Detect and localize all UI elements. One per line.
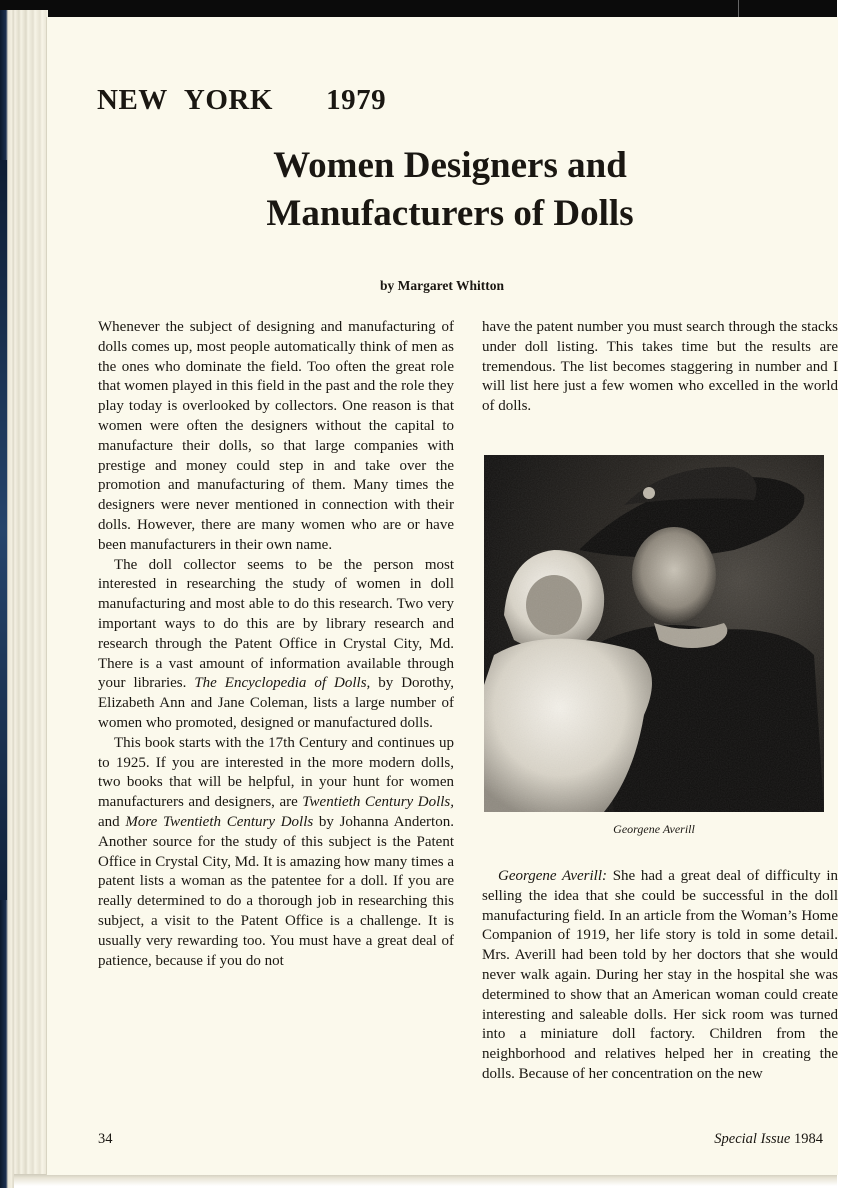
- book-title-encyclopedia: The Encyclopedia of Dolls,: [194, 675, 371, 692]
- title-line-1: Women Designers and: [273, 145, 627, 186]
- page-number: 34: [98, 1131, 113, 1147]
- portrait-photo: [484, 455, 824, 812]
- paragraph-text: The doll collector seems to be the person most interested in researching the study of women in doll manufacturing and most able to do this research. Two very important ways to do this are by library research and research through the Patent Office in Crystal City, Md. There is a vast amount of information available through your libraries.: [98, 556, 454, 692]
- photo-figure: [484, 455, 824, 837]
- paragraph-text: She had a great deal of difficulty in selling the idea that she could be successful in the doll manufacturing field. In an article from the Woman’s Home Companion of 1919, her life story is told in some detail. Mrs. Averill had been told by her doctors that she would never walk again. During her stay in the hospital she was determined to show that an American woman could create interesting and saleable dolls. Her sick room was turned into a miniature doll factory. Children from the neighborhood and relatives helped her in creating the dolls. Because of her concentration on the new: [482, 868, 838, 1082]
- right-column-top: [482, 318, 838, 417]
- scan-top-border: [0, 0, 837, 17]
- page-bottom-edge: [14, 1174, 837, 1188]
- paragraph-text: by Dorothy, Elizabeth Ann and Jane Coleman, lists a large number of women who promoted, designed or manufactured dolls.: [98, 675, 454, 731]
- section-heading: NEW YORK 1979: [97, 84, 387, 116]
- article-title: [200, 142, 700, 238]
- issue-title: Special Issue: [714, 1131, 791, 1147]
- paragraph-text: and: [98, 813, 126, 830]
- photo-caption: Georgene Averill: [613, 822, 695, 836]
- paragraph-averill: [482, 867, 838, 1085]
- left-column: [98, 318, 454, 971]
- paragraph-text: by Johanna Anderton. Another source for the study of this subject is the Patent Office in Crystal City, Md. It is amazing how many times a patent lists a woman as the patentee for a doll. If you are really determined to do a thorough job in researching this subject, a visit to the Patent Office is a challenge. It is usually very rewarding too. You must have a great deal of patience, because if you do not: [98, 813, 454, 969]
- paragraph-continuation: have the patent number you must search through the stacks under doll listing. This takes time but the results are tremendous. The list becomes staggering in number and I will list here just a few women who excelled in the world of dolls.: [482, 319, 838, 415]
- right-column-bottom: [482, 867, 838, 1085]
- scan-notch: [738, 0, 739, 17]
- photo-grain: [484, 455, 824, 812]
- page-stack-edge: [0, 10, 48, 1188]
- book-title-more-twentieth-century: More Twentieth Century Dolls: [125, 813, 314, 830]
- issue-year: 1984: [790, 1131, 823, 1147]
- book-title-twentieth-century: Twentieth Century Dolls,: [302, 794, 454, 811]
- entry-name: Georgene Averill:: [498, 868, 607, 884]
- paragraph-text: This book starts with the 17th Century and continues up to 1925. If you are interested in the more modern dolls, two books that will be helpful, in your hunt for women manufacturers and designers, are: [98, 734, 454, 811]
- book-spine: [0, 160, 7, 900]
- paragraph-books: [98, 734, 454, 972]
- title-line-2: Manufacturers of Dolls: [266, 193, 634, 234]
- paragraph-intro: Whenever the subject of designing and manufacturing of dolls comes up, most people automatically think of men as the ones who dominate the field. Too often the great role that women played in this field in the past and the role they play today is overlooked by collectors. One reason is that women were often the designers without the capital to manufacture their dolls, so that large companies with prestige and money could step in and take over the promotion and manufacturing of them. Many times the designers were never mentioned in connection with their dolls. However, there are many women who are or have been manufacturers in their own name.: [98, 319, 454, 553]
- byline: by Margaret Whitton: [380, 278, 504, 293]
- paragraph-research: [98, 556, 454, 734]
- running-footer: [714, 1131, 823, 1148]
